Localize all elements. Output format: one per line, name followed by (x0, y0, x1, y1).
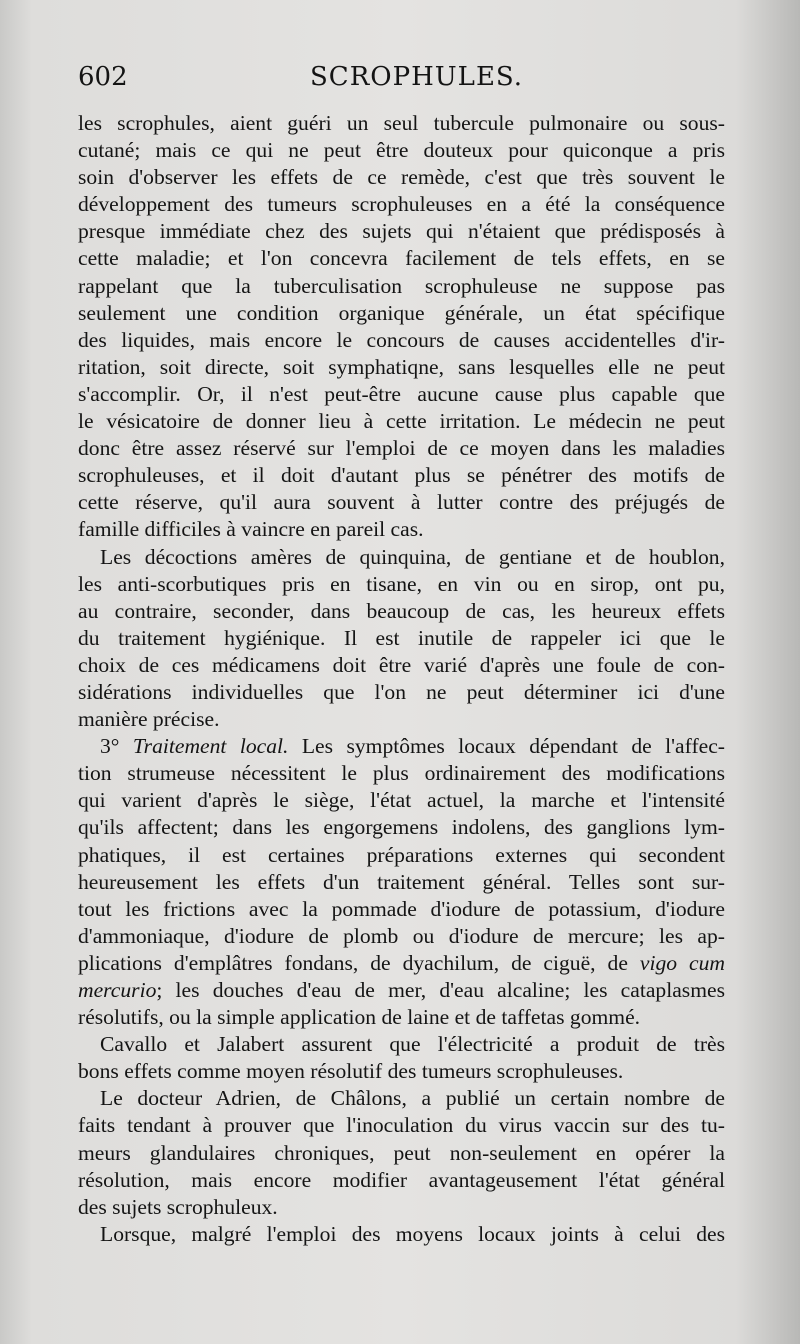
italic-phrase: vigo cum (639, 950, 726, 975)
paragraph (78, 1085, 725, 1220)
text-fragment: plications d'emplâtres fondans, de dyachilum, de ciguë, de (78, 950, 628, 975)
text-line: famille difficiles à vaincre en pareil cas. (78, 517, 424, 542)
text-line (78, 950, 725, 977)
text-line: tout les frictions avec la pommade d'iodure de potassium, d'iodure (78, 896, 725, 921)
text-line: cette réserve, qu'il aura souvent à lutter contre des préjugés de (78, 490, 725, 515)
text-line: des liquides, mais encore le concours de causes accidentelles d'ir- (78, 327, 725, 352)
running-title: SCROPHULES. (310, 62, 524, 92)
text-line: ritation, soit directe, soit symphatiqne, sans lesquelles elle ne peut (78, 354, 725, 379)
text-line (78, 977, 725, 1004)
paragraph (78, 733, 725, 1031)
text-fragment: Les symptômes locaux dépendant de l'affec- (301, 734, 725, 759)
text-line: au contraire, seconder, dans beaucoup de cas, les heureux effets (78, 598, 725, 623)
text-line: qu'ils affectent; dans les engorgemens indolens, des ganglions lym- (78, 815, 725, 840)
section-marker: 3° (100, 734, 120, 759)
paragraph (78, 544, 725, 734)
text-line: Lorsque, malgré l'emploi des moyens locaux joints à celui des (100, 1221, 725, 1246)
text-line: donc être assez réservé sur l'emploi de ce moyen dans les maladies (78, 436, 725, 461)
text-line: seulement une condition organique générale, un état spécifique (78, 300, 725, 325)
text-line: résolution, mais encore modifier avantageusement l'état général (78, 1167, 725, 1192)
text-line: Les décoctions amères de quinquina, de gentiane et de houblon, (100, 544, 725, 569)
paragraph (78, 110, 725, 544)
text-line: le vésicatoire de donner lieu à cette irritation. Le médecin ne peut (78, 409, 725, 434)
text-line: les anti-scorbutiques pris en tisane, en vin ou en sirop, ont pu, (78, 571, 725, 596)
text-line: des sujets scrophuleux. (78, 1194, 278, 1219)
page-header (78, 62, 718, 102)
text-line: meurs glandulaires chroniques, peut non-seulement en opérer la (78, 1140, 725, 1165)
italic-phrase: mercurio (78, 978, 157, 1002)
text-line: sidérations individuelles que l'on ne peut déterminer ici d'une (78, 679, 725, 704)
text-line: d'ammoniaque, d'iodure de plomb ou d'iodure de mercure; les ap- (78, 923, 725, 948)
text-line: les scrophules, aient guéri un seul tubercule pulmonaire ou sous- (78, 111, 725, 135)
paragraph (78, 1221, 725, 1248)
text-line: qui varient d'après le siège, l'état actuel, la marche et l'intensité (78, 788, 725, 813)
text-line: du traitement hygiénique. Il est inutile de rappeler ici que le (78, 625, 725, 650)
text-line: choix de ces médicamens doit être varié d'après une foule de con- (78, 652, 725, 677)
text-line: bons effets comme moyen résolutif des tumeurs scrophuleuses. (78, 1059, 624, 1084)
page-number: 602 (78, 62, 128, 92)
text-line: cette maladie; et l'on concevra facilement de tels effets, en se (78, 246, 725, 271)
text-line: heureusement les effets d'un traitement général. Telles sont sur- (78, 869, 725, 894)
text-line: Le docteur Adrien, de Châlons, a publié un certain nombre de (100, 1086, 725, 1111)
text-fragment: ; les douches d'eau de mer, d'eau alcaline; les cataplasmes (156, 978, 725, 1002)
text-line: développement des tumeurs scrophuleuses en a été la conséquence (78, 192, 725, 217)
text-line: soin d'observer les effets de ce remède, c'est que très souvent le (78, 165, 725, 190)
text-line: rappelant que la tuberculisation scrophuleuse ne suppose pas (78, 273, 725, 298)
text-line: cutané; mais ce qui ne peut être douteux pour quiconque a pris (78, 138, 725, 163)
page-body (78, 110, 725, 1248)
text-line: Cavallo et Jalabert assurent que l'électricité a produit de très (100, 1032, 725, 1057)
text-line: tion strumeuse nécessitent le plus ordinairement des modifications (78, 761, 725, 786)
text-line: s'accomplir. Or, il n'est peut-être aucune cause plus capable que (78, 381, 725, 406)
section-title: Traitement local. (132, 734, 289, 759)
text-line: manière précise. (78, 707, 220, 732)
text-line: scrophuleuses, et il doit d'autant plus se pénétrer des motifs de (78, 463, 725, 488)
text-line: résolutifs, ou la simple application de laine et de taffetas gommé. (78, 1005, 641, 1030)
text-line (78, 733, 725, 760)
text-line: phatiques, il est certaines préparations externes qui secondent (78, 842, 725, 867)
text-line: presque immédiate chez des sujets qui n'étaient que prédisposés à (78, 219, 725, 244)
paragraph (78, 1031, 725, 1085)
text-line: faits tendant à prouver que l'inoculation du virus vaccin sur des tu- (78, 1113, 725, 1138)
